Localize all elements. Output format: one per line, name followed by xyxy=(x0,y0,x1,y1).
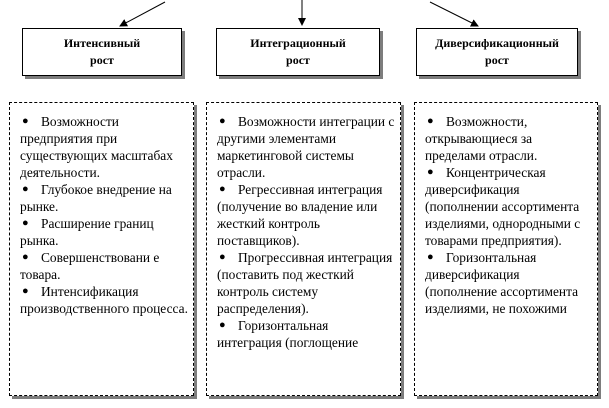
header-title: Интеграционный xyxy=(250,36,346,50)
list-item: ● Возможности предприятия при существующих масштабах деятельности. xyxy=(20,114,173,180)
bullet-icon: ● xyxy=(22,285,29,297)
list-item: ● Интенсификация производственного процесса. xyxy=(20,284,188,316)
header-subtitle: рост xyxy=(90,53,114,67)
bullet-icon: ● xyxy=(22,251,29,263)
bullet-icon: ● xyxy=(219,183,226,195)
header-subtitle: рост xyxy=(286,53,310,67)
header-title: Диверсификационный xyxy=(435,36,559,50)
list-item: ● Горизонтальная диверсификация (пополнение ассортимента изделиями, не похожими xyxy=(425,250,579,316)
intensive-growth-list xyxy=(9,102,194,396)
list-item: ● Прогрессивная интеграция (поставить под жесткий контроль систему распределения). xyxy=(217,250,393,316)
bullet-icon: ● xyxy=(427,251,434,263)
bullet-icon: ● xyxy=(219,115,226,127)
list-item: ● Возможности, открывающиеся за пределами отрасли. xyxy=(425,114,538,163)
list-item: ● Возможности интеграции с другими элементами маркетинговой системы отрасли. xyxy=(217,114,395,180)
diversification-growth-list xyxy=(414,102,598,396)
bullet-icon: ● xyxy=(22,183,29,195)
header-subtitle: рост xyxy=(485,53,509,67)
bullet-icon: ● xyxy=(219,251,226,263)
list-item: ● Совершенствовани е товара. xyxy=(20,250,160,282)
arrow-to-intensive xyxy=(120,2,165,26)
header-title: Интенсивный xyxy=(63,36,141,50)
list-item: ● Расширение границ рынка. xyxy=(20,216,154,248)
list-item: ● Глубокое внедрение на рынке. xyxy=(20,182,172,214)
arrow-to-diversification xyxy=(430,2,478,26)
list-item: ● Концентрическая диверсификация (пополнении ассортимента изделиями, однородными с товарами предприятия). xyxy=(425,165,581,248)
bullet-icon: ● xyxy=(427,166,434,178)
diversification-growth-header xyxy=(416,28,578,76)
bullet-icon: ● xyxy=(22,115,29,127)
list-item: ● Регрессивная интеграция (получение во владение или жесткий контроль поставщиков). xyxy=(217,182,383,248)
bullet-icon: ● xyxy=(219,319,226,331)
list-item: ● Горизонтальная интеграция (поглощение xyxy=(217,318,359,350)
bullet-icon: ● xyxy=(427,115,434,127)
bullet-icon: ● xyxy=(22,217,29,229)
integration-growth-header xyxy=(216,28,380,76)
integration-growth-list xyxy=(206,102,401,396)
intensive-growth-header xyxy=(22,28,182,76)
